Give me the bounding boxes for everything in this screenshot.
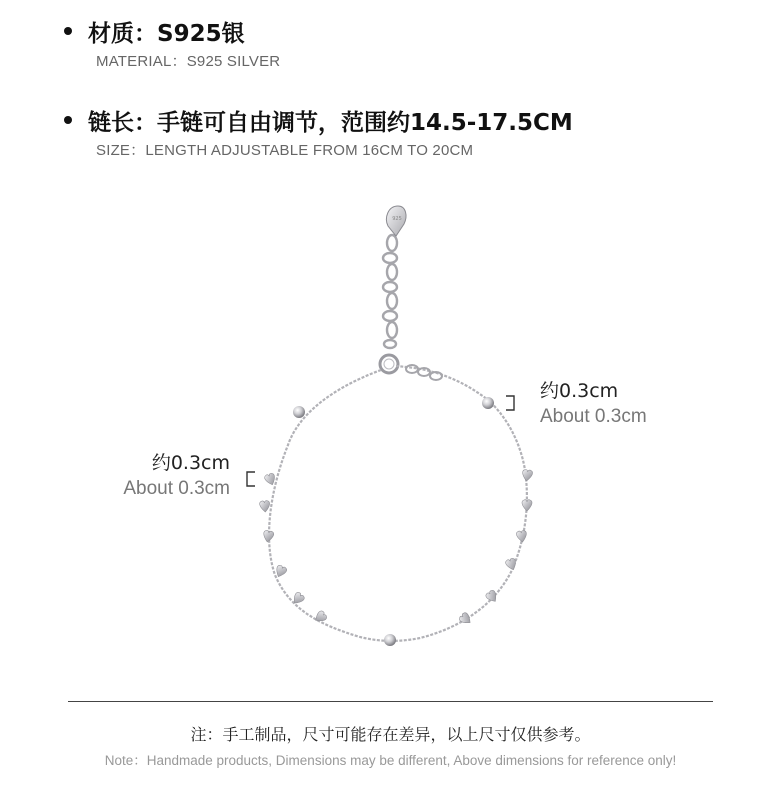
note-cn: 注：手工制品，尺寸可能存在差异，以上尺寸仅供参考。 xyxy=(190,725,591,744)
heart-charm xyxy=(458,612,473,627)
silver-tag xyxy=(386,206,406,236)
bead-size-en: About 0.3cm xyxy=(540,406,647,427)
heart-charms xyxy=(259,469,533,626)
material-subtitle: MATERIAL：S925 SILVER xyxy=(96,53,281,70)
heart-charm xyxy=(313,610,328,625)
bead-upper-left xyxy=(293,406,305,418)
size-subtitle: SIZE：LENGTH ADJUSTABLE FROM 16CM TO 20CM xyxy=(96,142,474,159)
bead-upper-right xyxy=(482,397,494,409)
spring-clasp xyxy=(380,355,398,373)
bead-size-bracket xyxy=(506,396,514,410)
bead-size-cn: 约0.3cm xyxy=(540,380,619,402)
footer-divider xyxy=(68,701,713,702)
material-title: 材质：S925银 xyxy=(88,20,245,47)
extension-chain xyxy=(383,235,397,348)
bead-size-annotation xyxy=(540,378,647,430)
heart-size-bracket xyxy=(247,472,255,486)
heart-charm xyxy=(522,500,532,511)
heart-charm xyxy=(516,530,527,543)
heart-charm xyxy=(259,500,270,512)
heart-size-annotation xyxy=(100,450,230,502)
heart-size-en: About 0.3cm xyxy=(123,478,230,499)
note-en: Note：Handmade products, Dimensions may be different, Above dimensions for reference only! xyxy=(104,753,677,768)
bead-bottom xyxy=(384,634,396,646)
heart-charm xyxy=(262,530,274,543)
tag-stamp-text: 925 xyxy=(392,216,402,222)
heart-charm xyxy=(291,591,306,606)
heart-charm xyxy=(522,469,533,482)
size-title: 链长：手链可自由调节，范围约14.5-17.5CM xyxy=(88,109,573,136)
heart-size-cn: 约0.3cm xyxy=(151,452,230,474)
